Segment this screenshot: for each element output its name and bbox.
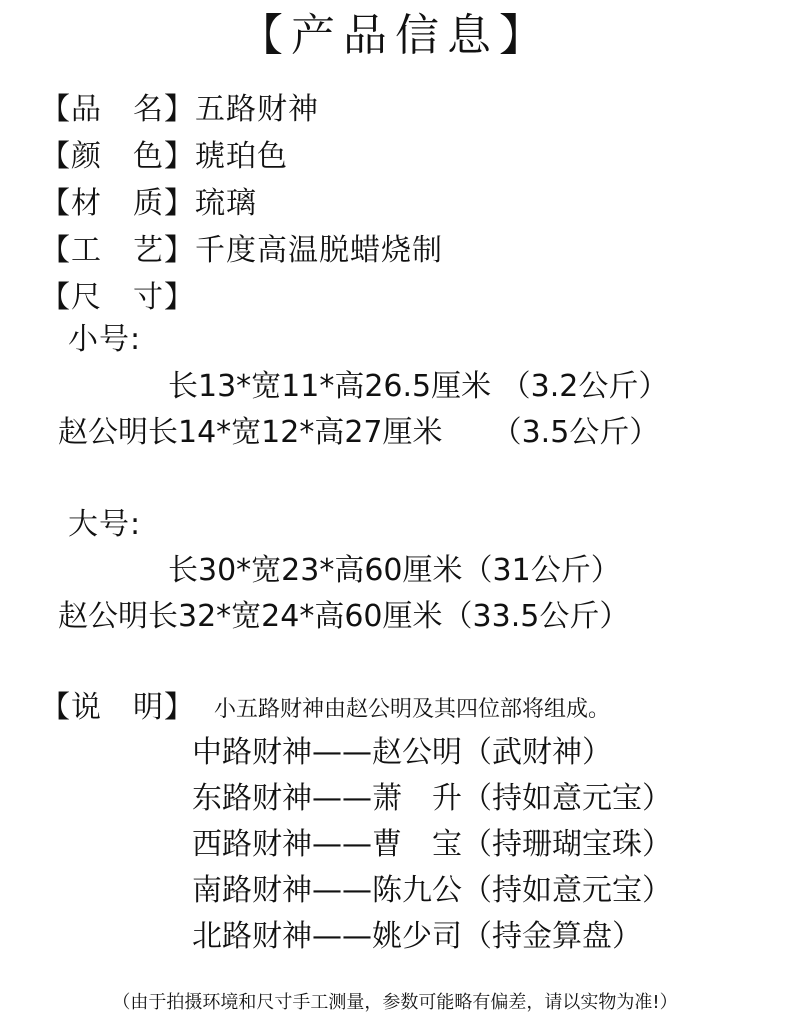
description-label: 【说 明】 — [40, 690, 195, 725]
description-intro: 小五路财神由赵公明及其四位部将组成。 — [214, 697, 611, 722]
deity-item: 南路财神——陈九公（持如意元宝） — [192, 873, 672, 908]
footer-note: （由于拍摄环境和尺寸手工测量，参数可能略有偏差，请以实物为准!） — [112, 992, 678, 1013]
field-name: 【品 名】五路财神 — [40, 92, 319, 127]
small-size-row-1: 长13*宽11*高26.5厘米 （3.2公斤） — [168, 369, 669, 404]
field-material: 【材 质】琉璃 — [40, 186, 257, 221]
field-color: 【颜 色】琥珀色 — [40, 139, 288, 174]
large-size-label: 大号: — [68, 507, 142, 542]
field-size: 【尺 寸】 — [40, 280, 195, 315]
deity-item: 北路财神——姚少司（持金算盘） — [192, 919, 642, 954]
deity-item: 东路财神——萧 升（持如意元宝） — [192, 781, 672, 816]
deity-item: 中路财神——赵公明（武财神） — [192, 735, 612, 770]
small-size-label: 小号: — [68, 322, 142, 357]
large-size-row-1: 长30*宽23*高60厘米（31公斤） — [168, 553, 621, 588]
field-craft: 【工 艺】千度高温脱蜡烧制 — [40, 233, 443, 268]
small-size-row-2: 赵公明长14*宽12*高27厘米 （3.5公斤） — [58, 415, 660, 450]
deity-item: 西路财神——曹 宝（持珊瑚宝珠） — [192, 827, 672, 862]
large-size-row-2: 赵公明长32*宽24*高60厘米（33.5公斤） — [58, 599, 630, 634]
page-title: 【产品信息】 — [239, 10, 551, 61]
